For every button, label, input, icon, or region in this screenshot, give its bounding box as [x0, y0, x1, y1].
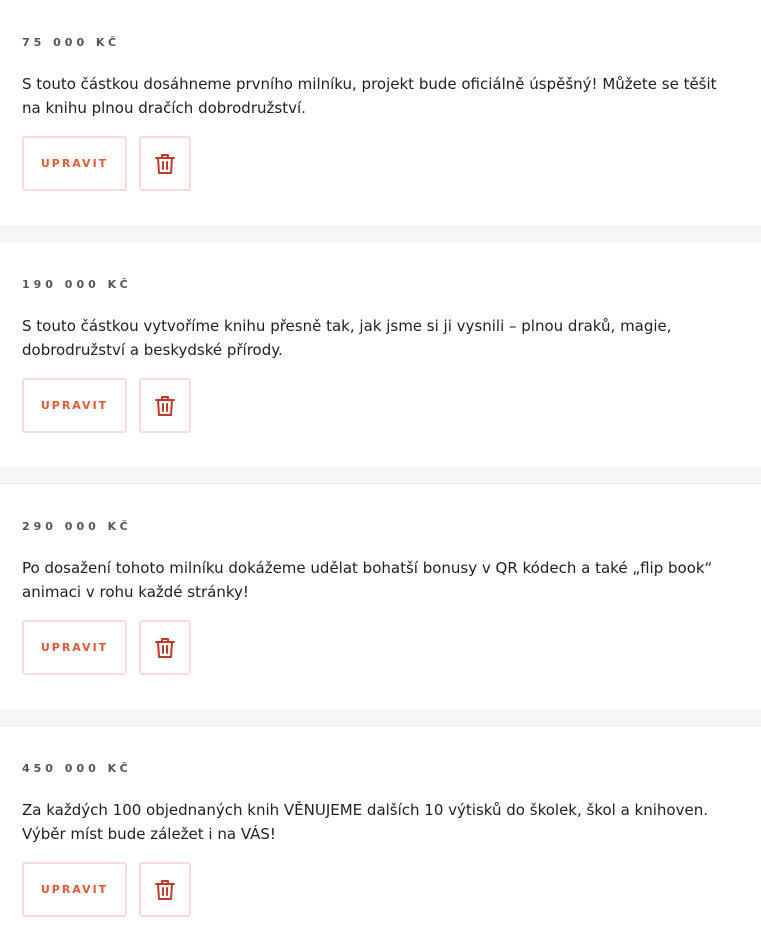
edit-button[interactable]: UPRAVIT [22, 620, 127, 675]
edit-button[interactable]: UPRAVIT [22, 136, 127, 191]
milestone-description: S touto částkou vytvoříme knihu přesně tak, jak jsme si ji vysnili – plnou draků, magie, dobrodružství a beskydské přírody. [22, 317, 672, 359]
milestone-card [0, 0, 761, 225]
edit-button[interactable]: UPRAVIT [22, 378, 127, 433]
trash-icon [155, 879, 175, 901]
milestone-card [0, 241, 761, 467]
milestone-amount: 290 000 KČ [22, 520, 132, 533]
trash-icon [155, 637, 175, 659]
milestone-card [0, 725, 761, 940]
delete-button[interactable] [139, 862, 191, 917]
milestone-amount: 190 000 KČ [22, 278, 132, 291]
delete-button[interactable] [139, 378, 191, 433]
trash-icon [155, 153, 175, 175]
milestone-description: Za každých 100 objednaných knih VĚNUJEME dalších 10 výtisků do školek, škol a knihoven. Výběr míst bude záležet i na VÁS! [22, 801, 708, 843]
milestone-card [0, 483, 761, 709]
delete-button[interactable] [139, 620, 191, 675]
edit-button[interactable]: UPRAVIT [22, 862, 127, 917]
milestone-amount: 75 000 KČ [22, 36, 121, 49]
delete-button[interactable] [139, 136, 191, 191]
milestone-amount: 450 000 KČ [22, 762, 132, 775]
trash-icon [155, 395, 175, 417]
milestone-description: S touto částkou dosáhneme prvního milníku, projekt bude oficiálně úspěšný! Můžete se těšit na knihu plnou dračích dobrodružství. [22, 75, 717, 117]
milestone-description: Po dosažení tohoto milníku dokážeme udělat bohatší bonusy v QR kódech a také „flip book“ animaci v rohu každé stránky! [22, 559, 713, 601]
